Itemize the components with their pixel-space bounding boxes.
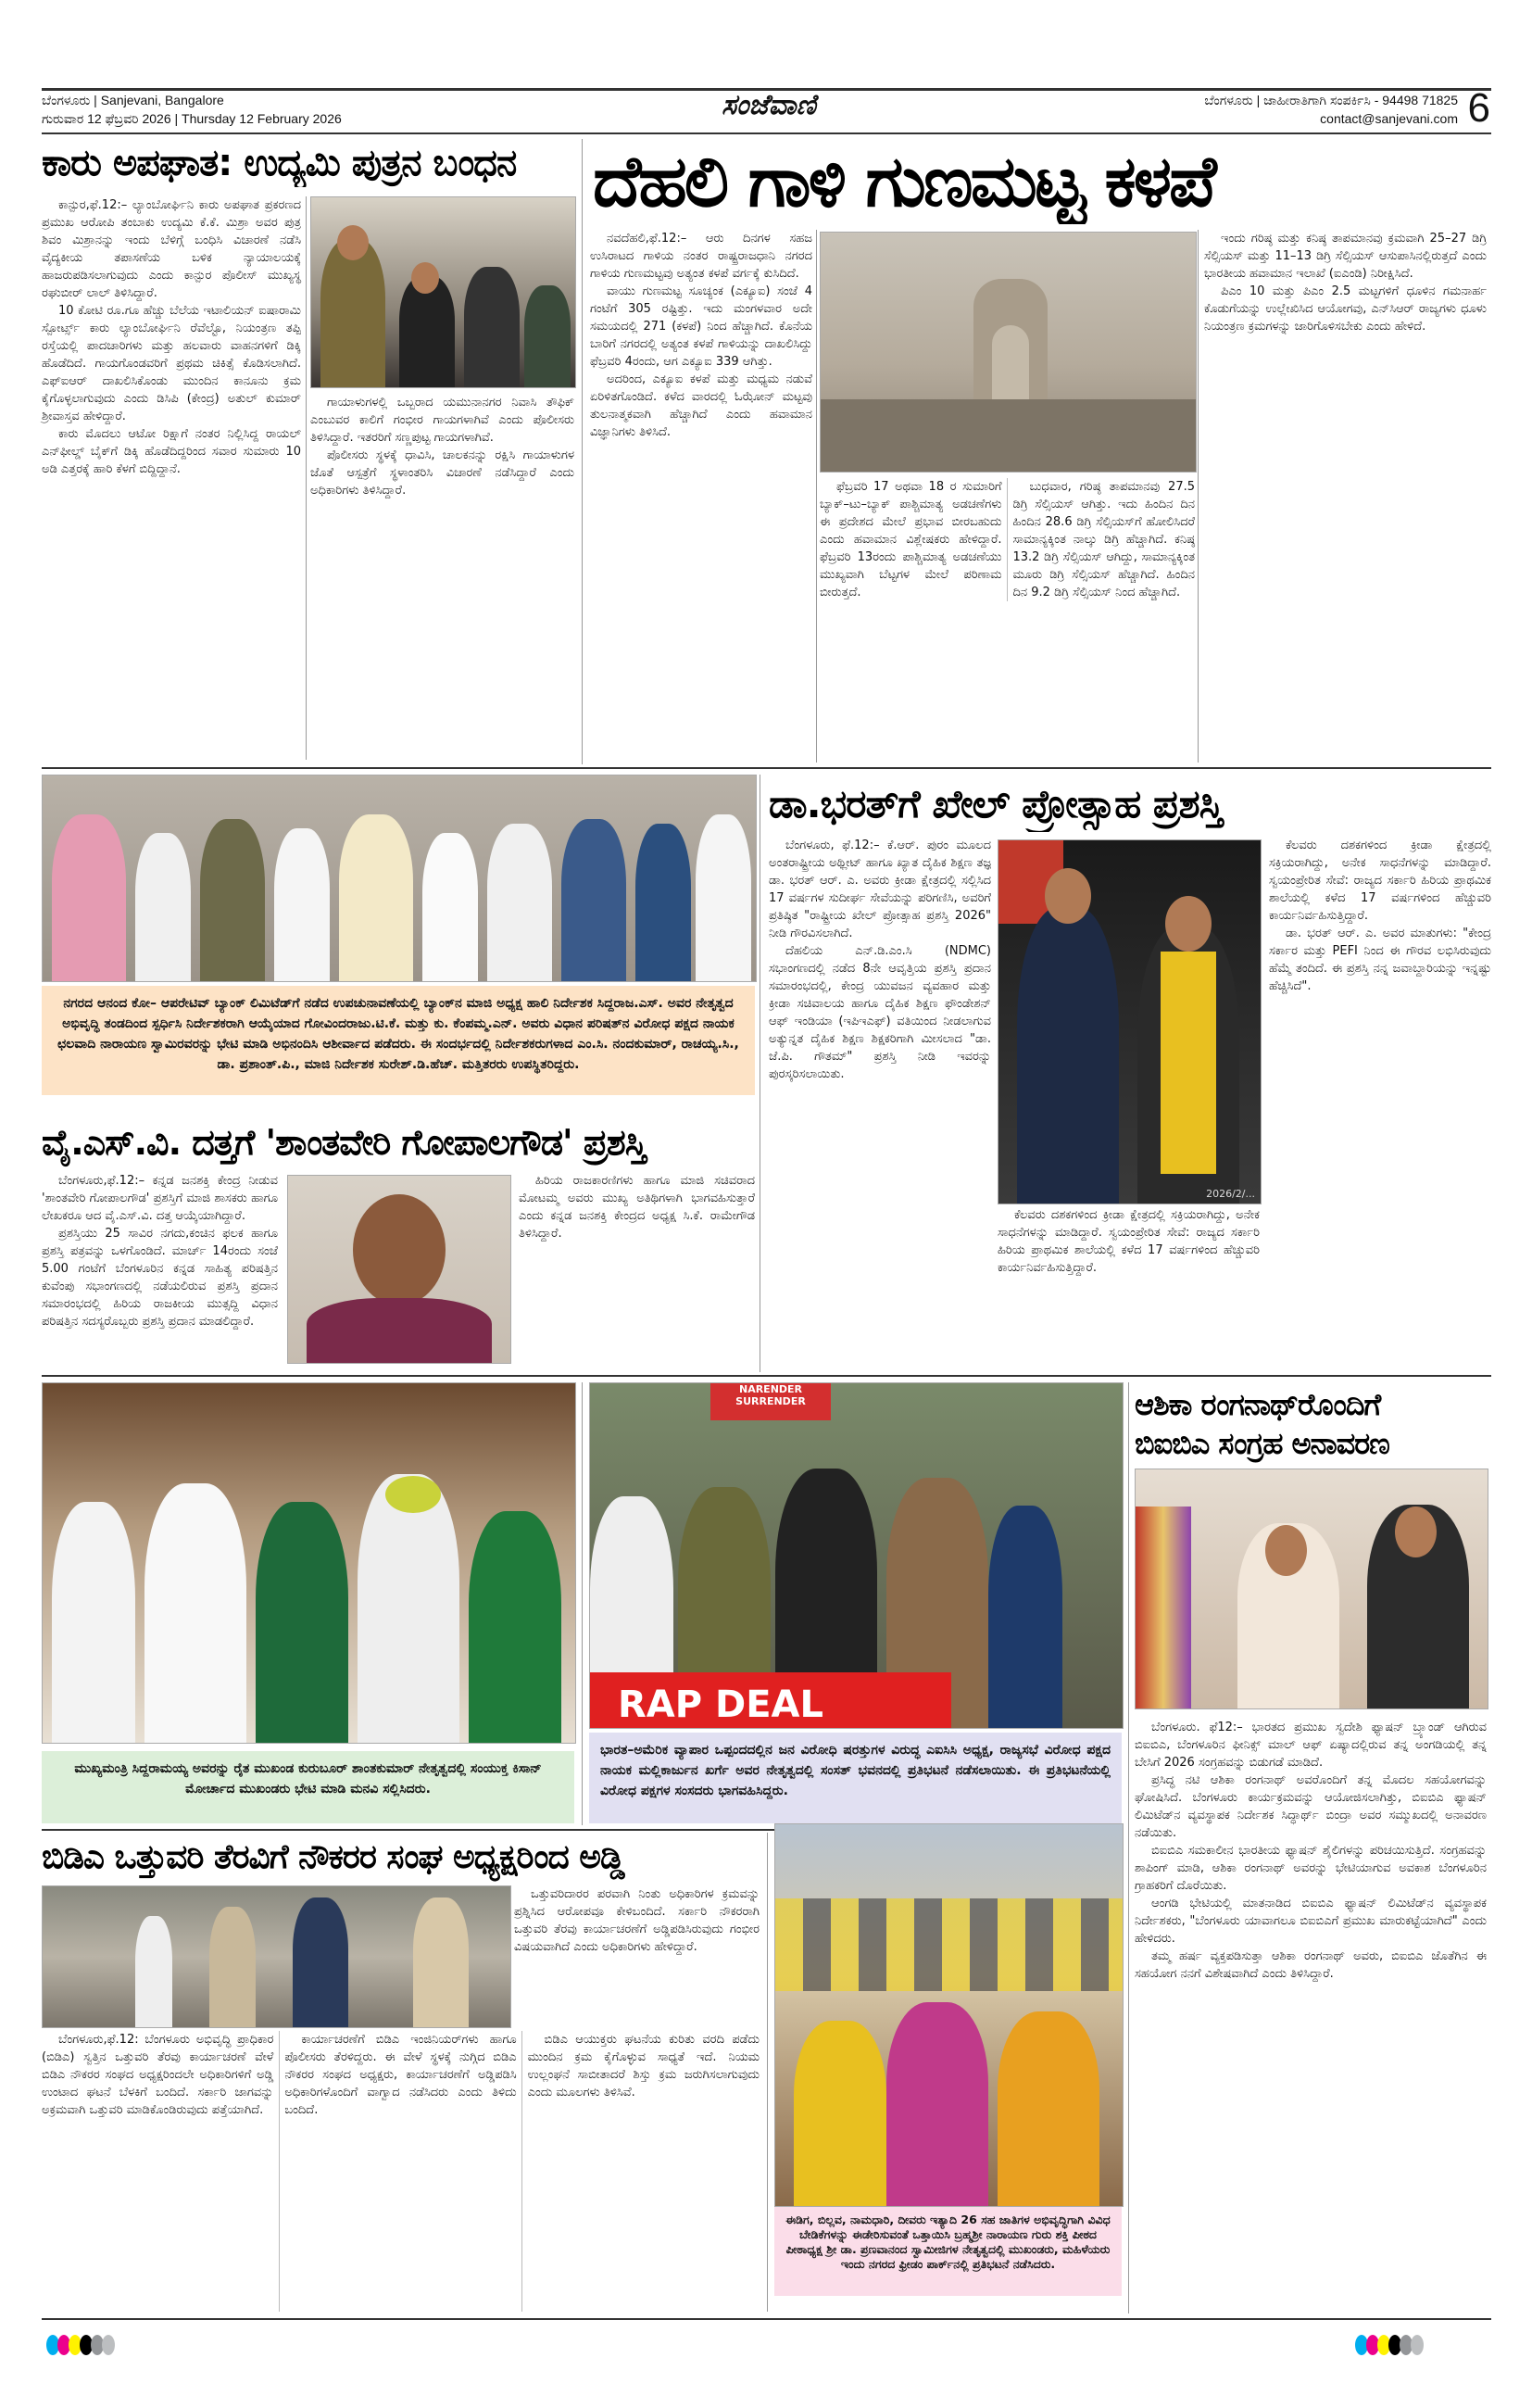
column-divider xyxy=(306,196,307,760)
masthead-left xyxy=(42,91,342,128)
edition-line: ಬೆಂಗಳೂರು | Sanjevani, Bangalore xyxy=(42,93,224,107)
light-grey-mark xyxy=(102,2335,115,2355)
section-rule xyxy=(42,1375,1491,1377)
paragraph: ಆಂಗಡಿ ಭೇಟಿಯಲ್ಲಿ ಮಾತನಾಡಿದ ಬಿಐಬಿಎ ಫ್ಯಾಷನ್ ಲಿಮಿಟೆಡ್‌ನ ವ್ಯವಸ್ಥಾಪಕ ನಿರ್ದೇಶಕರು, "ಬೆಂಗಳೂರು ಯಾವಾಗಲೂ ಬಿಐಬಿಎಗೆ ಪ್ರಮುಖ ಮಾರುಕಟ್ಟೆಯಾಗಿದೆ" ಎಂದು ಹೇಳಿದರು. xyxy=(1135,1897,1487,1946)
bottom-rule xyxy=(42,2318,1491,2320)
bharat-award-body-right xyxy=(1269,837,1491,1369)
paragraph: ಪಿಎಂ 10 ಮತ್ತು ಪಿಎಂ 2.5 ಮಟ್ಟಗಳಿಗೆ ಧೂಳಿನ ಗಮನಾರ್ಹ ಕೊಡುಗೆಯನ್ನು ಉಲ್ಲೇಖಿಸಿದ ಆಯೋಗವು, ಎನ್‌ಸಿಆರ್ ರಾಜ್ಯಗಳು ಧೂಳು ನಿಯಂತ್ರಣ ಕ್ರಮಗಳನ್ನು ಜಾರಿಗೊಳಿಸಬೇಕು ಎಂದು ಹೇಳಿದೆ. xyxy=(1204,284,1487,334)
ediga-caption: ಈಡಿಗ, ಬಿಲ್ಲವ, ನಾಮಧಾರಿ, ದೀವರು ಇತ್ಯಾದಿ 26 ಸಹ ಜಾತಿಗಳ ಅಭಿವೃದ್ಧಿಗಾಗಿ ವಿವಿಧ ಬೇಡಿಕೆಗಳನ್ನು ಈಡೇರಿಸುವಂತೆ ಒತ್ತಾಯಿಸಿ ಬ್ರಹ್ಮಶ್ರೀ ನಾರಾಯಣ ಗುರು ಶಕ್ತಿ ಪೀಠದ ಪೀಠಾಧ್ಯಕ್ಷ ಶ್ರೀ ಡಾ. ಪ್ರಣವಾನಂದ ಸ್ವಾಮೀಜಿಗಳ ನೇತೃತ್ವದಲ್ಲಿ ಮುಖಂಡರು, ಮಹಿಳೆಯರು ಇಂದು ನಗರದ ಫ್ರೀಡಂ ಪಾರ್ಕ್‌ನಲ್ಲಿ ಪ್ರತಿಭಟನೆ ನಡೆಸಿದರು. xyxy=(774,2207,1122,2296)
masthead-logo xyxy=(667,89,871,121)
bharat-award-photo xyxy=(998,839,1262,1204)
advert-contact: ಬೆಂಗಳೂರು | ಜಾಹೀರಾತಿಗಾಗಿ ಸಂಪರ್ಕಿಸಿ - 94498 71825 xyxy=(1204,93,1458,107)
parliament-protest-photo xyxy=(589,1382,1124,1729)
registration-marks-left xyxy=(46,2335,113,2359)
car-accident-body xyxy=(42,196,301,478)
biba-body xyxy=(1135,1719,1487,2312)
column-divider xyxy=(1198,230,1199,763)
page-number: 6 xyxy=(1467,85,1490,131)
paragraph: ಒತ್ತುವರಿದಾರರ ಪರವಾಗಿ ನಿಂತು ಅಧಿಕಾರಿಗಳ ಕ್ರಮವನ್ನು ಪ್ರಶ್ನಿಸಿದ ಆರೋಪವೂ ಕೇಳಿಬಂದಿದೆ. ಸರ್ಕಾರಿ ನೌಕರರಾಗಿ ಒತ್ತುವರಿ ತೆರವು ಕಾರ್ಯಾಚರಣೆಗೆ ಅಡ್ಡಿಪಡಿಸಿರುವುದು ಗಂಭೀರ ವಿಷಯವಾಗಿದೆ ಎಂದು ಅಧಿಕಾರಿಗಳು ಹೇಳಿದ್ದಾರೆ. xyxy=(514,1887,760,1954)
paragraph: ಕೆಲವರು ದಶಕಗಳಿಂದ ಕ್ರೀಡಾ ಕ್ಷೇತ್ರದಲ್ಲಿ ಸಕ್ರಿಯರಾಗಿದ್ದು, ಅನೇಕ ಸಾಧನೆಗಳನ್ನು ಮಾಡಿದ್ದಾರೆ. ಸ್ವಯಂಪ್ರೇರಿತ ಸೇವೆ: ರಾಜ್ಯದ ಸರ್ಕಾರಿ ಹಿರಿಯ ಪ್ರಾಥಮಿಕ ಶಾಲೆಯಲ್ಲಿ ಕಳೆದ 17 ವರ್ಷಗಳಿಂದ ಹೆಚ್ಚುವರಿ ಕಾರ್ಯನಿರ್ವಹಿಸುತ್ತಿದ್ದಾರೆ. xyxy=(1269,838,1491,923)
paragraph: ಕಾರ್ಯಾಚರಣೆಗೆ ಬಿಡಿಎ ಇಂಜಿನಿಯರ್‌ಗಳು ಹಾಗೂ ಪೊಲೀಸರು ತೆರಳಿದ್ದರು. ಈ ವೇಳೆ ಸ್ಥಳಕ್ಕೆ ನುಗ್ಗಿದ ಬಿಡಿಎ ನೌಕರರ ಸಂಘದ ಅಧ್ಯಕ್ಷರು, ಕಾರ್ಯಾಚರಣೆಗೆ ಅಡ್ಡಿಪಡಿಸಿ ಅಧಿಕಾರಿಗಳೊಂದಿಗೆ ವಾಗ್ವಾದ ನಡೆಸಿದರು ಎಂದು ತಿಳಿದು ಬಂದಿದೆ. xyxy=(284,2033,517,2117)
paragraph: 10 ಕೋಟಿ ರೂ.ಗೂ ಹೆಚ್ಚು ಬೆಲೆಯ ಇಟಾಲಿಯನ್ ಐಷಾರಾಮಿ ಸ್ಪೋರ್ಟ್ಸ್ ಕಾರು ಲ್ಯಾಂಬೋರ್ಘಿನಿ ರೆವೆಲ್ಟೊ, ನಿಯಂತ್ರಣ ತಪ್ಪಿ ರಸ್ತೆಯಲ್ಲಿ ಪಾದಚಾರಿಗಳು ಮತ್ತು ಹಲವಾರು ವಾಹನಗಳಿಗೆ ಡಿಕ್ಕಿ ಹೊಡೆದಿದೆ. ಗಾಯಗೊಂಡವರಿಗೆ ಪ್ರಥಮ ಚಿಕಿತ್ಸೆ ಕೊಡಿಸಲಾಗಿದೆ. ಎಫ್‌ಐಆರ್ ದಾಖಲಿಸಿಕೊಂಡು ಮುಂದಿನ ಕಾನೂನು ಕ್ರಮ ಕೈಗೊಳ್ಳಲಾಗುವುದು ಎಂದು ಡಿಸಿಪಿ (ಕೇಂದ್ರ) ಅತುಲ್ ಕುಮಾರ್ ಶ್ರೀವಾಸ್ತವ ಹೇಳಿದ್ದಾರೆ. xyxy=(42,304,301,423)
logo-text: ಸಂಜೆವಾಣಿ xyxy=(722,89,816,121)
paragraph: ಡಾ. ಭರತ್ ಆರ್. ಎ. ಅವರ ಮಾತುಗಳು: "ಕೇಂದ್ರ ಸರ್ಕಾರ ಮತ್ತು PEFI ನಿಂದ ಈ ಗೌರವ ಲಭಿಸಿರುವುದು ಹೆಮ್ಮೆ ತಂದಿದೆ. ಈ ಪ್ರಶಸ್ತಿ ನನ್ನ ಜವಾಬ್ದಾರಿಯನ್ನು ಇನ್ನಷ್ಟು ಹೆಚ್ಚಿಸಿದೆ". xyxy=(1269,927,1491,993)
car-accident-body-continued xyxy=(310,394,574,499)
light-grey-mark xyxy=(1411,2335,1424,2355)
paragraph: ದೆಹಲಿಯ ಎನ್.ಡಿ.ಎಂ.ಸಿ (NDMC) ಸಭಾಂಗಣದಲ್ಲಿ ನಡೆದ 8ನೇ ಆವೃತ್ತಿಯ ಪ್ರಶಸ್ತಿ ಪ್ರದಾನ ಸಮಾರಂಭದಲ್ಲಿ, ಕೇಂದ್ರ ಯುವಜನ ವ್ಯವಹಾರ ಮತ್ತು ಕ್ರೀಡಾ ಸಚಿವಾಲಯ ಹಾಗೂ ದೈಹಿಕ ಶಿಕ್ಷಣ ಫೌಂಡೇಶನ್ ಆಫ್ ಇಂಡಿಯಾ (ಇಪಿಇಎಫ್) ವತಿಯಿಂದ ನೀಡಲಾಗುವ ಅತ್ಯುನ್ನತ ದೈಹಿಕ ಶಿಕ್ಷಣ ಶಿಕ್ಷಕರಿಗಾಗಿ ಮೀಸಲಾದ "ಡಾ. ಜೆ.ಪಿ. ಗೌತಮ್" ಪ್ರಶಸ್ತಿ ನೀಡಿ ಇವರನ್ನು ಪುರಸ್ಕರಿಸಲಾಯಿತು. xyxy=(769,944,991,1081)
column-divider xyxy=(1128,1382,1129,2313)
masthead-rule xyxy=(42,132,1491,134)
column-divider xyxy=(582,139,583,764)
section-rule xyxy=(42,767,1491,769)
bank-caption: ನಗರದ ಆನಂದ ಕೋ– ಆಪರೇಟಿವ್ ಬ್ಯಾಂಕ್ ಲಿಮಿಟೆಡ್‌ಗೆ ನಡೆದ ಉಪಚುನಾವಣೆಯಲ್ಲಿ ಬ್ಯಾಂಕ್‌ನ ಮಾಜಿ ಅಧ್ಯಕ್ಷ ಹಾಲಿ ನಿರ್ದೇಶಕ ಸಿದ್ದರಾಜ.ಎಸ್. ಅವರ ನೇತೃತ್ವದ ಅಭಿವೃದ್ಧಿ ತಂಡದಿಂದ ಸ್ಪರ್ಧಿಸಿ ನಿರ್ದೇಶಕರಾಗಿ ಆಯ್ಕೆಯಾದ ಗೋವಿಂದರಾಜು.ಟಿ.ಕೆ. ಮತ್ತು ಕು. ಕೆಂಪಮ್ಮ.ಎನ್. ಅವರು ವಿಧಾನ ಪರಿಷತ್‌ನ ವಿರೋಧ ಪಕ್ಷದ ನಾಯಕ ಛಲವಾದಿ ನಾರಾಯಣ ಸ್ವಾಮಿರವರನ್ನು ಭೇಟಿ ಮಾಡಿ ಅಭಿನಂದಿಸಿ ಆಶೀರ್ವಾದ ಪಡೆದರು. ಈ ಸಂದರ್ಭದಲ್ಲಿ ನಿರ್ದೇಶಕರುಗಳಾದ ಎಂ.ಸಿ. ನಂದಕುಮಾರ್, ರಾಚಯ್ಯ.ಸಿ., ಡಾ. ಪ್ರಶಾಂತ್.ಪಿ., ಮಾಜಿ ನಿರ್ದೇಶಕ ಸುರೇಶ್.ಡಿ.ಹೆಚ್. ಮತ್ತಿತರರು ಉಪಸ್ಥಿತರಿದ್ದರು. xyxy=(42,986,755,1095)
column-divider xyxy=(816,230,817,763)
cm-farmers-photo xyxy=(42,1382,576,1744)
biba-headline-line1: ಆಶಿಕಾ ರಂಗನಾಥ್‌ರೊಂದಿಗೆ xyxy=(1135,1387,1381,1422)
delhi-air-body-continued xyxy=(1204,230,1487,335)
paragraph: ಬೆಂಗಳೂರು,ಫೆ.12:– ಕನ್ನಡ ಜನಶಕ್ತಿ ಕೇಂದ್ರ ನೀಡುವ 'ಶಾಂತವೇರಿ ಗೋಪಾಲಗೌಡ' ಪ್ರಶಸ್ತಿಗೆ ಮಾಜಿ ಶಾಸಕರು ಹಾಗೂ ಲೇಖಕರೂ ಆದ ವೈ.ಎಸ್.ವಿ. ದತ್ತ ಆಯ್ಕೆಯಾಗಿದ್ದಾರೆ. xyxy=(42,1174,278,1223)
delhi-air-body xyxy=(590,230,812,441)
paragraph: ಬಿಐಬಿಎ ಸಮಕಾಲೀನ ಭಾರತೀಯ ಫ್ಯಾಷನ್ ಶೈಲಿಗಳನ್ನು ಪರಿಚಯಿಸುತ್ತಿದೆ. ಸಂಗ್ರಹವನ್ನು ಶಾಪಿಂಗ್ ಮಾಡಿ, ಆಶಿಕಾ ರಂಗನಾಥ್ ಅವರನ್ನು ಭೇಟಿಯಾಗುವ ಅವಕಾಶ ಬೆಂಗಳೂರಿನ ಗ್ರಾಹಕರಿಗೆ ದೊರೆಯಿತು. xyxy=(1135,1844,1487,1893)
delhi-air-headline: ದೆಹಲಿ ಗಾಳಿ ಗುಣಮಟ್ಟ ಕಳಪೆ xyxy=(593,140,1214,222)
photo-timestamp: 2026/2/... xyxy=(1206,1188,1255,1200)
protest-banner: RAP DEAL xyxy=(590,1672,951,1728)
paragraph: ಬೆಂಗಳೂರು,ಫೆ.12: ಬೆಂಗಳೂರು ಅಭಿವೃದ್ಧಿ ಪ್ರಾಧಿಕಾರ (ಬಿಡಿಎ) ಸ್ವತ್ತಿನ ಒತ್ತುವರಿ ತೆರವು ಕಾರ್ಯಾಚರಣೆ ವೇಳೆ ಬಿಡಿಎ ನೌಕರರ ಸಂಘದ ಅಧ್ಯಕ್ಷರಿಂದಲೇ ಅಧಿಕಾರಿಗಳಿಗೆ ಅಡ್ಡಿ ಉಂಟಾದ ಘಟನೆ ಬೆಳಕಿಗೆ ಬಂದಿದೆ. ಸರ್ಕಾರಿ ಜಾಗವನ್ನು ಅಕ್ರಮವಾಗಿ ಒತ್ತುವರಿ ಮಾಡಿಕೊಂಡಿರುವುದು ಪತ್ತೆಯಾಗಿದೆ. xyxy=(42,2033,274,2117)
column-divider xyxy=(767,1833,768,2312)
ysv-datta-headline: ವೈ.ಎಸ್.ವಿ. ದತ್ತಗೆ 'ಶಾಂತವೇರಿ ಗೋಪಾಲಗೌಡ' ಪ್ರಶಸ್ತಿ xyxy=(42,1122,647,1163)
bharat-award-body xyxy=(769,837,991,1369)
paragraph: ವಾಯು ಗುಣಮಟ್ಟ ಸೂಚ್ಯಂಕ (ಎಕ್ಯೂಐ) ಸಂಜೆ 4 ಗಂಟೆಗೆ 305 ರಷ್ಟಿತ್ತು. ಇದು ಮಂಗಳವಾರ ಅದೇ ಸಮಯದಲ್ಲಿ 271 (ಕಳಪೆ) ನಿಂದ ಹೆಚ್ಚಾಗಿದೆ. ಕೊನೆಯ ಬಾರಿಗೆ ನಗರದಲ್ಲಿ ಅತ್ಯಂತ ಕಳಪೆ ಗಾಳಿಯನ್ನು ದಾಖಲಿಸಿದ್ದು ಫೆಬ್ರವರಿ 4ರಂದು, ಆಗ ಎಕ್ಯೂಐ 339 ಆಗಿತ್ತು. xyxy=(590,284,812,369)
paragraph: ಪೊಲೀಸರು ಸ್ಥಳಕ್ಕೆ ಧಾವಿಸಿ, ಚಾಲಕನನ್ನು ರಕ್ಷಿಸಿ ಗಾಯಾಳುಗಳ ಜೊತೆ ಆಸ್ಪತ್ರೆಗೆ ಸ್ಥಳಾಂತರಿಸಿ ವಿಚಾರಣೆ ನಡೆಸಿದ್ದಾರೆ ಎಂದು ಅಧಿಕಾರಿಗಳು ತಿಳಿಸಿದ್ದಾರೆ. xyxy=(310,448,574,498)
biba-headline xyxy=(1135,1385,1491,1463)
bank-directors-group-photo xyxy=(42,775,757,982)
bda-headline: ಬಿಡಿಎ ಒತ್ತುವರಿ ತೆರವಿಗೆ ನೌಕರರ ಸಂಘ ಅಧ್ಯಕ್ಷರಿಂದ ಅಡ್ಡಿ xyxy=(42,1838,624,1876)
masthead-right xyxy=(1204,91,1458,128)
paragraph: ಬೆಂಗಳೂರು. ಫೆ12:– ಭಾರತದ ಪ್ರಮುಖ ಸ್ವದೇಶಿ ಫ್ಯಾಷನ್ ಬ್ರ್ಯಾಂಡ್ ಆಗಿರುವ ಬಿಐಬಿಎ, ಬೆಂಗಳೂರಿನ ಫೀನಿಕ್ಸ್ ಮಾಲ್ ಆಫ್ ಏಷ್ಯಾದಲ್ಲಿರುವ ತನ್ನ ಅಂಗಡಿಯಲ್ಲಿ ತನ್ನ ಬೇಸಿಗೆ 2026 ಸಂಗ್ರಹವನ್ನು ಬಿಡುಗಡೆ ಮಾಡಿದೆ. xyxy=(1135,1721,1487,1770)
biba-launch-photo xyxy=(1135,1469,1488,1709)
date-line: ಗುರುವಾರ 12 ಫೆಬ್ರವರಿ 2026 | Thursday 12 February 2026 xyxy=(42,111,342,126)
paragraph: ಕೆಲವರು ದಶಕಗಳಿಂದ ಕ್ರೀಡಾ ಕ್ಷೇತ್ರದಲ್ಲಿ ಸಕ್ರಿಯರಾಗಿದ್ದು, ಅನೇಕ ಸಾಧನೆಗಳನ್ನು ಮಾಡಿದ್ದಾರೆ. ಸ್ವಯಂಪ್ರೇರಿತ ಸೇವೆ: ರಾಜ್ಯದ ಸರ್ಕಾರಿ ಹಿರಿಯ ಪ್ರಾಥಮಿಕ ಶಾಲೆಯಲ್ಲಿ ಕಳೆದ 17 ವರ್ಷಗಳಿಂದ ಹೆಚ್ಚುವರಿ ಕಾರ್ಯನಿರ್ವಹಿಸುತ್ತಿದ್ದಾರೆ. xyxy=(998,1208,1260,1275)
paragraph: ಗಾಯಾಳುಗಳಲ್ಲಿ ಒಬ್ಬರಾದ ಯಮುನಾನಗರ ನಿವಾಸಿ ತೌಫಿಕ್ ಎಂಬುವರ ಕಾಲಿಗೆ ಗಂಭೀರ ಗಾಯಗಳಾಗಿವೆ ಎಂದು ಪೊಲೀಸರು ತಿಳಿಸಿದ್ದಾರೆ. ಇತರರಿಗೆ ಸಣ್ಣಪುಟ್ಟ ಗಾಯಗಳಾಗಿವೆ. xyxy=(310,396,574,445)
bharat-award-headline: ಡಾ.ಭರತ್‌ಗೆ ಖೇಲ್ ಪ್ರೋತ್ಸಾಹ ಪ್ರಶಸ್ತಿ xyxy=(769,781,1223,826)
protest-sign: NARENDER SURRENDER xyxy=(710,1383,831,1420)
biba-headline-line2: ಬಿಐಬಿಎ ಸಂಗ್ರಹ ಅನಾವರಣ xyxy=(1135,1426,1389,1461)
paragraph: ಕಾರು ಮೊದಲು ಆಟೋ ರಿಕ್ಷಾಗೆ ನಂತರ ನಿಲ್ಲಿಸಿದ್ದ ರಾಯಲ್ ಎನ್‌ಫೀಲ್ಡ್ ಬೈಕ್‌ಗೆ ಡಿಕ್ಕಿ ಹೊಡೆದಿದ್ದರಿಂದ ಸವಾರ ಸುಮಾರು 10 ಅಡಿ ಎತ್ತರಕ್ಕೆ ಹಾರಿ ಕೆಳಗೆ ಬಿದ್ದಿದ್ದಾನೆ. xyxy=(42,427,301,476)
paragraph: ಹಿರಿಯ ರಾಜಕಾರಣಿಗಳು ಹಾಗೂ ಮಾಜಿ ಸಚಿವರಾದ ಮೋಟಮ್ಮ ಅವರು ಮುಖ್ಯ ಅತಿಥಿಗಳಾಗಿ ಭಾಗವಹಿಸುತ್ತಾರೆ ಎಂದು ಕನ್ನಡ ಜನಶಕ್ತಿ ಕೇಂದ್ರದ ಅಧ್ಯಕ್ಷ ಸಿ.ಕೆ. ರಾಮೇಗೌಡ ತಿಳಿಸಿದ್ದಾರೆ. xyxy=(519,1174,755,1241)
registration-marks-right xyxy=(1355,2335,1422,2359)
ysv-datta-portrait xyxy=(287,1175,511,1364)
ysv-datta-body xyxy=(42,1172,278,1330)
delhi-air-body-middle xyxy=(820,478,1195,601)
paragraph: ಅದರಿಂದ, ಎಕ್ಯೂಐ ಕಳಪೆ ಮತ್ತು ಮಧ್ಯಮ ನಡುವೆ ಏರಿಳಿತಗೊಂಡಿದೆ. ಕಳೆದ ವಾರದಲ್ಲಿ ಓಝೋನ್ ಮಟ್ಟವು ತುಲನಾತ್ಮಕವಾಗಿ ಹೆಚ್ಚಾಗಿದೆ ಎಂದು ಹವಾಮಾನ ವಿಜ್ಞಾನಿಗಳು ತಿಳಿಸಿದೆ. xyxy=(590,372,812,439)
ysv-datta-body-continued xyxy=(519,1172,755,1242)
protest-caption: ಭಾರತ–ಅಮೆರಿಕ ವ್ಯಾಪಾರ ಒಪ್ಪಂದದಲ್ಲಿನ ಜನ ವಿರೋಧಿ ಷರತ್ತುಗಳ ವಿರುದ್ಧ ಎಐಸಿಸಿ ಅಧ್ಯಕ್ಷ, ರಾಜ್ಯಸಭೆ ವಿರೋಧ ಪಕ್ಷದ ನಾಯಕ ಮಲ್ಲಿಕಾರ್ಜುನ ಖರ್ಗೆ ಅವರ ನೇತೃತ್ವದಲ್ಲಿ ಸಂಸತ್ ಭವನದಲ್ಲಿ ಪ್ರತಿಭಟನೆ ನಡೆಸಲಾಯಿತು. ಈ ಪ್ರತಿಭಟನೆಯಲ್ಲಿ ವಿರೋಧ ಪಕ್ಷಗಳ ಸಂಸದರು ಭಾಗವಹಿಸಿದ್ದರು. xyxy=(589,1733,1122,1823)
paragraph: ನವದೆಹಲಿ,ಫೆ.12:– ಆರು ದಿನಗಳ ಸಹಜ ಉಸಿರಾಟದ ಗಾಳಿಯ ನಂತರ ರಾಷ್ಟ್ರರಾಜಧಾನಿ ನಗರದ ಗಾಳಿಯ ಗುಣಮಟ್ಟವು ಅತ್ಯಂತ ಕಳಪೆ ವರ್ಗಕ್ಕೆ ಕುಸಿದಿದೆ. xyxy=(590,232,812,281)
paragraph: ಪ್ರಸಿದ್ಧ ನಟಿ ಆಶಿಕಾ ರಂಗನಾಥ್ ಅವರೊಂದಿಗೆ ತನ್ನ ಮೊದಲ ಸಹಯೋಗವನ್ನು ಘೋಷಿಸಿದೆ. ಬೆಂಗಳೂರು ಕಾರ್ಯಕ್ರಮವನ್ನು ಆಯೋಜಿಸಲಾಗಿತ್ತು, ಬಿಐಬಿಎ ಫ್ಯಾಷನ್ ಲಿಮಿಟೆಡ್‌ನ ವ್ಯವಸ್ಥಾಪಕ ನಿರ್ದೇಶಕ ಸಿದ್ಧಾರ್ಥ್ ಬಿಂದ್ರಾ ಅವರ ಸಮ್ಮುಖದಲ್ಲಿ ಅನಾವರಣ ನಡೆಯಿತು. xyxy=(1135,1773,1487,1840)
paragraph: ಕಾನ್ಪುರ,ಫೆ.12:– ಲ್ಯಾಂಬೋರ್ಘಿನಿ ಕಾರು ಅಪಘಾತ ಪ್ರಕರಣದ ಪ್ರಮುಖ ಆರೋಪಿ ತಂಬಾಕು ಉದ್ಯಮಿ ಕೆ.ಕೆ. ಮಿಶ್ರಾ ಅವರ ಪುತ್ರ ಶಿವಂ ಮಿಶ್ರಾನನ್ನು ಇಂದು ಬೆಳಿಗ್ಗೆ ಬಂಧಿಸಿ ವಿಚಾರಣೆ ನಡೆಸಿ ವೈದ್ಯಕೀಯ ತಪಾಸಣೆಯ ಬಳಿಕ ನ್ಯಾಯಾಲಯಕ್ಕೆ ಹಾಜರುಪಡಿಸಲಾಗುವುದು ಎಂದು ಕಾನ್ಪುರ ಪೊಲೀಸ್ ಮುಖ್ಯಸ್ಥ ರಘುಬೀರ್ ಲಾಲ್ ತಿಳಿಸಿದ್ದಾರೆ. xyxy=(42,198,301,300)
arrest-photo xyxy=(310,196,576,388)
bda-body xyxy=(42,2031,760,2312)
paragraph: ಇಂದು ಗರಿಷ್ಠ ಮತ್ತು ಕನಿಷ್ಠ ತಾಪಮಾನವು ಕ್ರಮವಾಗಿ 25–27 ಡಿಗ್ರಿ ಸೆಲ್ಸಿಯಸ್ ಮತ್ತು 11–13 ಡಿಗ್ರಿ ಸೆಲ್ಸಿಯಸ್ ಆಸುಪಾಸಿನಲ್ಲಿರುತ್ತದೆ ಎಂದು ಭಾರತೀಯ ಹವಾಮಾನ ಇಲಾಖೆ (ಐಎಂಡಿ) ನಿರೀಕ್ಷಿಸಿದೆ. xyxy=(1204,232,1487,281)
bharat-award-body-mid xyxy=(998,1206,1260,1369)
bda-body-right xyxy=(514,1885,760,2026)
paragraph: ಬುಧವಾರ, ಗರಿಷ್ಠ ತಾಪಮಾನವು 27.5 ಡಿಗ್ರಿ ಸೆಲ್ಸಿಯಸ್ ಆಗಿತ್ತು. ಇದು ಹಿಂದಿನ ದಿನ ಹಿಂದಿನ 28.6 ಡಿಗ್ರಿ ಸೆಲ್ಸಿಯಸ್‌ಗೆ ಹೋಲಿಸಿದರೆ ಸಾಮಾನ್ಯಕ್ಕಿಂತ ನಾಲ್ಕು ಡಿಗ್ರಿ ಹೆಚ್ಚಾಗಿದೆ. ಕನಿಷ್ಠ 13.2 ಡಿಗ್ರಿ ಸೆಲ್ಸಿಯಸ್ ಆಗಿದ್ದು, ಸಾಮಾನ್ಯಕ್ಕಿಂತ ಮೂರು ಡಿಗ್ರಿ ಸೆಲ್ಸಿಯಸ್ ಹೆಚ್ಚಾಗಿದೆ. ಹಿಂದಿನ ದಿನ 9.2 ಡಿಗ್ರಿ ಸೆಲ್ಸಿಯಸ್ ನಿಂದ ಹೆಚ್ಚಾಗಿದೆ. xyxy=(1012,480,1195,599)
india-gate-smog-photo xyxy=(820,232,1197,473)
car-accident-headline: ಕಾರು ಅಪಘಾತ: ಉದ್ಯಮಿ ಪುತ್ರನ ಬಂಧನ xyxy=(42,142,517,184)
paragraph: ಬಿಡಿಎ ಆಯುಕ್ತರು ಘಟನೆಯ ಕುರಿತು ವರದಿ ಪಡೆದು ಮುಂದಿನ ಕ್ರಮ ಕೈಗೊಳ್ಳುವ ಸಾಧ್ಯತೆ ಇದೆ. ನಿಯಮ ಉಲ್ಲಂಘನೆ ಸಾಬೀತಾದರೆ ಶಿಸ್ತು ಕ್ರಮ ಜರುಗಿಸಲಾಗುವುದು ಎಂದು ಮೂಲಗಳು ತಿಳಿಸಿವೆ. xyxy=(527,2033,760,2099)
paragraph: ಪ್ರಶಸ್ತಿಯು 25 ಸಾವಿರ ನಗದು,ಕಂಚಿನ ಫಲಕ ಹಾಗೂ ಪ್ರಶಸ್ತಿ ಪತ್ರವನ್ನು ಒಳಗೊಂಡಿದೆ. ಮಾರ್ಚ್ 14ರಂದು ಸಂಜೆ 5.00 ಗಂಟೆಗೆ ಬೆಂಗಳೂರಿನ ಕನ್ನಡ ಸಾಹಿತ್ಯ ಪರಿಷತ್ತಿನ ಕುವೆಂಪು ಸಭಾಂಗಣದಲ್ಲಿ ನಡೆಯಲಿರುವ ಪ್ರಶಸ್ತಿ ಪ್ರದಾನ ಸಮಾರಂಭದಲ್ಲಿ ಹಿರಿಯ ರಾಜಕೀಯ ಮುತ್ಸದ್ದಿ ವಿಧಾನ ಪರಿಷತ್ತಿನ ಸದಸ್ಯರೊಬ್ಬರು ಪ್ರಶಸ್ತಿ ಪ್ರದಾನ ಮಾಡಲಿದ್ದಾರೆ. xyxy=(42,1227,278,1329)
column-divider xyxy=(582,1382,583,1825)
farmers-caption: ಮುಖ್ಯಮಂತ್ರಿ ಸಿದ್ದರಾಮಯ್ಯ ಅವರನ್ನು ರೈತ ಮುಖಂಡ ಕುರುಬೂರ್ ಶಾಂತಕುಮಾರ್ ನೇತೃತ್ವದಲ್ಲಿ ಸಂಯುಕ್ತ ಕಿಸಾನ್ ಮೋರ್ಚಾದ ಮುಖಂಡರು ಭೇಟಿ ಮಾಡಿ ಮನವಿ ಸಲ್ಲಿಸಿದರು. xyxy=(42,1751,574,1823)
paragraph: ಫೆಬ್ರವರಿ 17 ಅಥವಾ 18 ರ ಸುಮಾರಿಗೆ ಬ್ಯಾಕ್–ಟು–ಬ್ಯಾಕ್ ಪಾಶ್ಚಿಮಾತ್ಯ ಅಡಚಣೆಗಳು ಈ ಪ್ರದೇಶದ ಮೇಲೆ ಪ್ರಭಾವ ಬೀರಬಹುದು ಎಂದು ಹವಾಮಾನ ವಿಶ್ಲೇಷಕರು ಹೇಳಿದ್ದಾರೆ. ಫೆಬ್ರವರಿ 13ರಂದು ಪಾಶ್ಚಿಮಾತ್ಯ ಅಡಚಣೆಯು ಮುಖ್ಯವಾಗಿ ಬೆಟ್ಟಗಳ ಮೇಲೆ ಪರಿಣಾಮ ಬೀರುತ್ತದೆ. xyxy=(820,480,1002,599)
paragraph: ತಮ್ಮ ಹರ್ಷ ವ್ಯಕ್ತಪಡಿಸುತ್ತಾ ಆಶಿಕಾ ರಂಗನಾಥ್ ಅವರು, ಬಿಐಬಿಎ ಜೊತೆಗಿನ ಈ ಸಹಯೋಗ ನನಗೆ ವಿಶೇಷವಾಗಿದೆ ಎಂದು ತಿಳಿಸಿದ್ದಾರೆ. xyxy=(1135,1949,1487,1981)
paragraph: ಬೆಂಗಳೂರು, ಫೆ.12:– ಕೆ.ಆರ್. ಪುರಂ ಮೂಲದ ಅಂತರಾಷ್ಟ್ರೀಯ ಅಥ್ಲೀಟ್ ಹಾಗೂ ಖ್ಯಾತ ದೈಹಿಕ ಶಿಕ್ಷಣ ತಜ್ಞ ಡಾ. ಭರತ್ ಆರ್. ಎ. ಅವರು ಕ್ರೀಡಾ ಕ್ಷೇತ್ರದಲ್ಲಿ ಸಲ್ಲಿಸಿದ 17 ವರ್ಷಗಳ ಸುದೀರ್ಘ ಸೇವೆಯನ್ನು ಪರಿಗಣಿಸಿ, ಅವರಿಗೆ ಪ್ರತಿಷ್ಠಿತ "ರಾಷ್ಟ್ರೀಯ ಖೇಲ್ ಪ್ರೋತ್ಸಾಹ ಪ್ರಶಸ್ತಿ 2026" ನೀಡಿ ಗೌರವಿಸಲಾಗಿದೆ. xyxy=(769,838,991,940)
freedom-park-protest-photo xyxy=(774,1823,1124,2207)
contact-email: contact@sanjevani.com xyxy=(1320,111,1458,126)
bda-eviction-photo xyxy=(42,1885,511,2028)
